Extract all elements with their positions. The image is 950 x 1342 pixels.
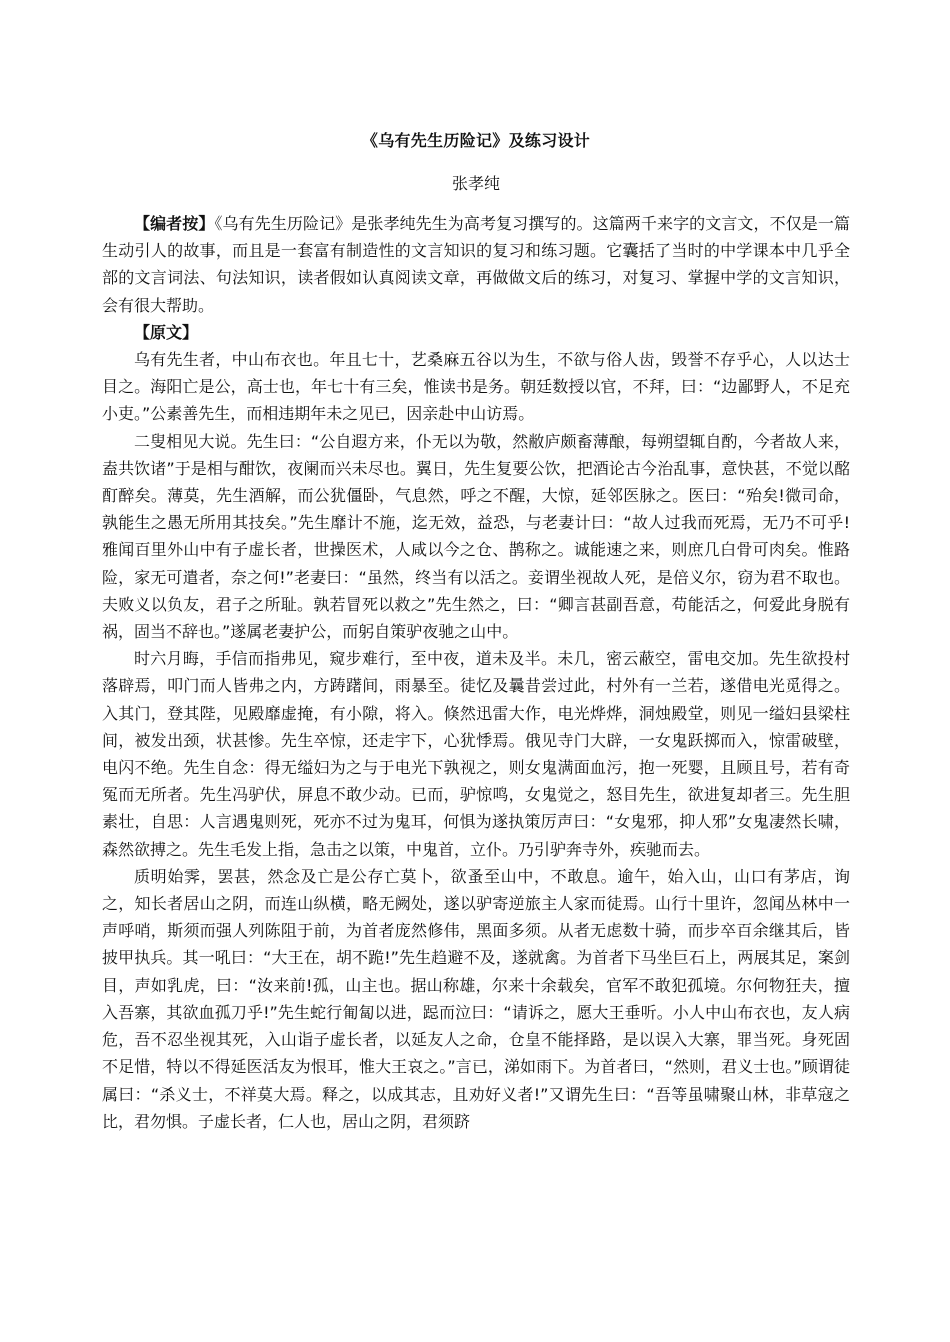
document-title: 《乌有先生历险记》及练习设计 [361, 131, 591, 150]
editor-note-text: 《乌有先生历险记》是张孝纯先生为高考复习撰写的。这篇两千来字的文言文，不仅是一篇生动引人的故事，而且是一套富有制造性的文言知识的复习和练习题。它囊括了当时的中学课本中几乎全部的文言词法、句法知识，读者假如认真阅读文章，再做做文后的练习，对复习、掌握中学的文言知识，会有很大帮助。 [102, 214, 850, 315]
editor-note [102, 210, 850, 319]
section-heading-original-text: 【原文】 [134, 322, 199, 342]
paragraph-1: 乌有先生者，中山布衣也。年且七十，艺桑麻五谷以为生，不欲与俗人齿，毁誉不存乎心，人以达士目之。海阳亡是公，高士也，年七十有三矣，惟读书是务。朝廷数授以官，不拜，曰：“边鄙野人，不足充小吏。”公素善先生，而相违期年未之见已，因亲赴中山访焉。 [102, 350, 850, 424]
paragraph-3: 时六月晦，手信而指弗见，窥步难行，至中夜，道未及半。未几，密云蔽空，雷电交加。先生欲投村落辟焉，叩门而人皆弗之内，方踌躇间，雨暴至。徒忆及曩昔尝过此，村外有一兰若，遂借电光觅得之。入其门，登其陛，见殿靡虚掩，有小隙，将入。倏然迅雷大作，电光烨烨，洞烛殿堂，则见一缢妇县梁柱间，被发出颈，状甚惨。先生卒惊，还走宇下，心犹悸焉。俄见寺门大辟，一女鬼跃掷而入，惊雷破壁，电闪不绝。先生自念：得无缢妇为之与于电光下孰视之，则女鬼满面血污，抱一死婴，且顾且号，若有奇冤而无所者。先生冯驴伏，屏息不敢少动。已而，驴惊鸣，女鬼觉之，怒目先生，欲进复却者三。先生胆素壮，自思：人言遇鬼则死，死亦不过为鬼耳，何惧为遂执策厉声曰：“女鬼邪，抑人邪”女鬼凄然长啸，森然欲搏之。先生毛发上指，急击之以策，中鬼首，立仆。乃引驴奔寺外，疾驰而去。 [102, 649, 850, 859]
editor-note-label: 【编者按】 [134, 214, 215, 233]
paragraph-4: 质明始霁，罢甚，然念及亡是公存亡莫卜，欲蚤至山中，不敢息。逾午，始入山，山口有茅店，询之，知长者居山之阴，而连山纵横，略无阙处，遂以驴寄逆旅主人家而徒焉。山行十里许，忽闻丛林中一声呼哨，斯须而强人列陈阻于前，为首者庞然修伟，黑面多须。从者无虑数十骑，而步卒百余继其后，皆披甲执兵。其一吼曰：“大王在，胡不跪!”先生趋避不及，遂就禽。为首者下马坐巨石上，两展其足，案剑目，声如乳虎，曰：“汝来前!孤，山主也。据山称雄，尔来十余载矣，官军不敢犯孤境。尔何物狂夫，擅入吾寨，其欲血孤刀乎!”先生蛇行匍匐以进，跽而泣曰：“请诉之，愿大王垂听。小人中山布衣也，友人病危，吾不忍坐视其死，入山诣子虚长者，以延友人之命，仓皇不能择路，是以误入大寨，罪当死。身死固不足惜，特以不得延医活友为恨耳，惟大王哀之。”言已，涕如雨下。为首者曰，“然则，君义士也。”顾谓徒属曰：“杀义士，不祥莫大焉。释之，以成其志，且劝好义者!”又谓先生曰：“吾等虽啸聚山林，非草寇之比，君勿惧。子虚长者，仁人也，居山之阴，君须跻 [102, 866, 850, 1131]
author-name: 张孝纯 [451, 174, 500, 193]
document-body [102, 210, 850, 1135]
paragraph-2: 二叟相见大说。先生曰：“公自遐方来，仆无以为敬，然敝庐颇畜薄酿，每朔望辄自酌，今者故人来，盍共饮诸”于是相与酣饮，夜阑而兴未尽也。翼日，先生复要公饮，把酒论古今治乱事，意快甚，不觉以酩酊醉矣。薄莫，先生酒解，而公犹僵卧，气息然，呼之不醒，大惊，延邻医脉之。医曰：“殆矣!微司命，孰能生之愚无所用其技矣。”先生靡计不施，迄无效，益恐，与老妻计曰：“故人过我而死焉，无乃不可乎!雅闻百里外山中有子虚长者，世操医术，人咸以今之仓、鹊称之。诚能速之来，则庶几白骨可肉矣。惟路险，家无可遣者，奈之何!”老妻曰：“虽然，终当有以活之。妾谓坐视故人死，是倍义尔，窃为君不取也。夫败义以负友，君子之所耻。孰若冒死以救之”先生然之，曰：“卿言甚副吾意，苟能活之，何爱此身脱有祸，固当不辞也。”遂属老妻护公，而躬自策驴夜驰之山中。 [102, 431, 850, 642]
